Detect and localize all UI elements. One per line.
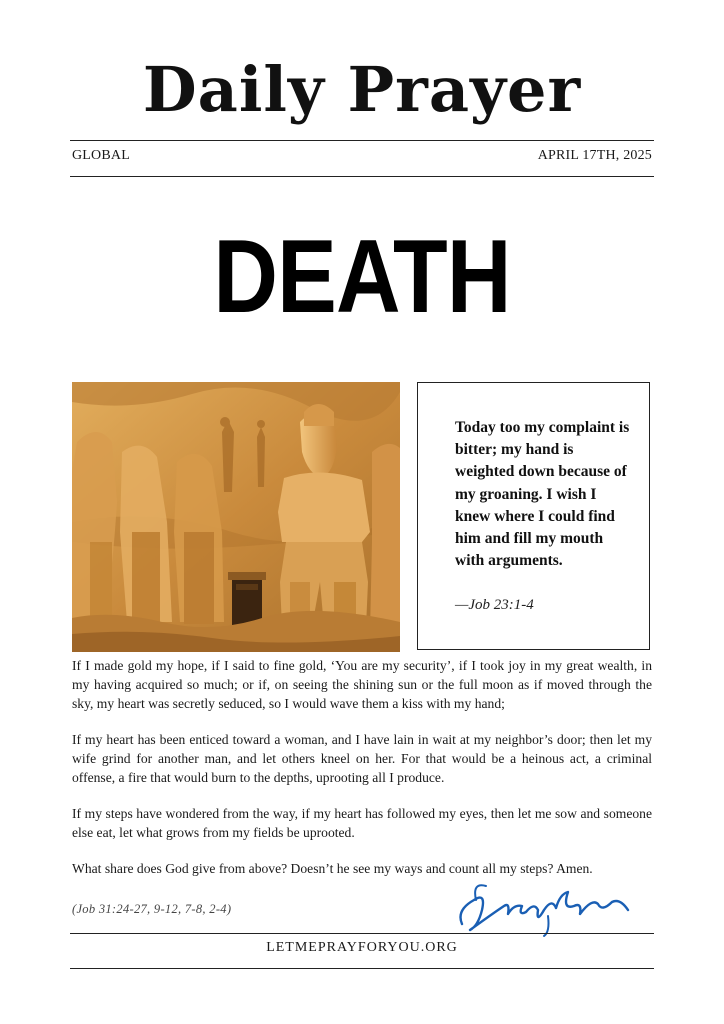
masthead-top-rule xyxy=(70,140,654,141)
scripture-quote-box xyxy=(417,382,650,650)
prayer-paragraph: If my steps have wondered from the way, if my heart has followed my eyes, then let me sow and someone else eat, let what grows from my fields be uprooted. xyxy=(72,806,652,840)
masthead-bottom-rule xyxy=(70,176,654,177)
footer-top-rule xyxy=(70,933,654,934)
region-label: GLOBAL xyxy=(72,148,130,163)
headline: DEATH xyxy=(213,219,511,335)
scripture-citation: (Job 31:24-27, 9-12, 7-8, 2-4) xyxy=(72,902,232,916)
quote-reference: —Job 23:1-4 xyxy=(455,597,534,613)
prayer-body xyxy=(72,656,652,895)
quote-text: Today too my complaint is bitter; my hand is weighted down because of my groaning. I wish I knew where I could find him and fill my mouth with arguments. xyxy=(455,419,630,570)
issue-date: APRIL 17TH, 2025 xyxy=(537,148,652,163)
handwritten-signature xyxy=(452,880,632,938)
prayer-paragraph: What share does God give from above? Doesn’t he see my ways and count all my steps? Amen. xyxy=(72,861,593,876)
temple-photo xyxy=(72,382,400,652)
footer-bottom-rule xyxy=(70,968,654,969)
prayer-paragraph: If my heart has been enticed toward a woman, and I have lain in wait at my neighbor’s door; then let my wife grind for another man, and let others kneel on her. For that would be a heinous act, a criminal offense, a fire that would burn to the depths, uprooting all I produce. xyxy=(72,732,652,785)
footer-website: LETMEPRAYFORYOU.ORG xyxy=(266,940,458,955)
masthead-title: Daily Prayer xyxy=(142,53,582,126)
prayer-paragraph: If I made gold my hope, if I said to fine gold, ‘You are my security’, if I took joy in my great wealth, in my having acquired so much; or if, on seeing the shining sun or the full moon as if moved through the sky, my heart was secretly seduced, so I would wave them a kiss with my hand; xyxy=(72,658,652,711)
